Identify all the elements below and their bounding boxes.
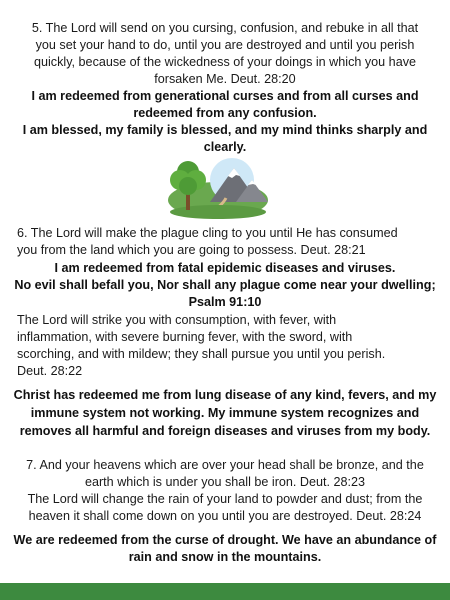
verse-line: Deut. 28:22: [17, 364, 83, 378]
verse-line: 5. The Lord will send on you cursing, confusion, and rebuke in all that: [31, 21, 419, 35]
declaration-line: I am blessed, my family is blessed, and my mind thinks sharply and: [22, 123, 428, 137]
declaration-line: immune system not working. My immune system recognizes and: [30, 406, 420, 420]
verse-line: inflammation, with severe burning fever, with the sword, with: [17, 330, 353, 344]
verse-line: forsaken Me. Deut. 28:20: [154, 72, 296, 86]
declaration-line: Christ has redeemed me from lung disease of any kind, fevers, and my: [13, 388, 437, 402]
declaration-line: No evil shall befall you, Nor shall any plague come near your dwelling;: [14, 278, 436, 292]
verse-line: quickly, because of the wickedness of your doings in which you have: [34, 55, 416, 69]
verse-line: The Lord will change the rain of your land to powder and dust; from the: [27, 492, 423, 506]
declaration-line: redeemed from any confusion.: [133, 106, 317, 120]
declaration-line: Psalm 91:10: [188, 295, 262, 309]
verse-line: scorching, and with mildew; they shall pursue you until you perish.: [17, 347, 386, 361]
verse-line: 6. The Lord will make the plague cling to you until He has consumed: [17, 226, 398, 240]
declaration-line: removes all harmful and foreign diseases and viruses from my body.: [19, 424, 431, 438]
verse-line: heaven it shall come down on you until you are destroyed. Deut. 28:24: [28, 509, 422, 523]
declaration-line: I am redeemed from fatal epidemic diseases and viruses.: [54, 261, 396, 275]
verse-line: you set your hand to do, until you are destroyed and until you perish: [35, 38, 415, 52]
verse-line: you from the land which you are going to possess. Deut. 28:21: [17, 243, 366, 257]
verse-line: The Lord will strike you with consumption, with fever, with: [17, 313, 337, 327]
declaration-line: clearly.: [203, 140, 247, 154]
declaration-line: I am redeemed from generational curses and from all curses and: [31, 89, 419, 103]
declaration-line: We are redeemed from the curse of drought. We have an abundance of: [13, 533, 437, 547]
declaration-line: rain and snow in the mountains.: [128, 550, 322, 564]
verse-line: earth which is under you shall be iron. Deut. 28:23: [84, 475, 366, 489]
verse-line: 7. And your heavens which are over your head shall be bronze, and the: [26, 458, 424, 472]
landscape-tree-mountain-icon: [166, 150, 270, 220]
footer-bar: [0, 583, 450, 600]
